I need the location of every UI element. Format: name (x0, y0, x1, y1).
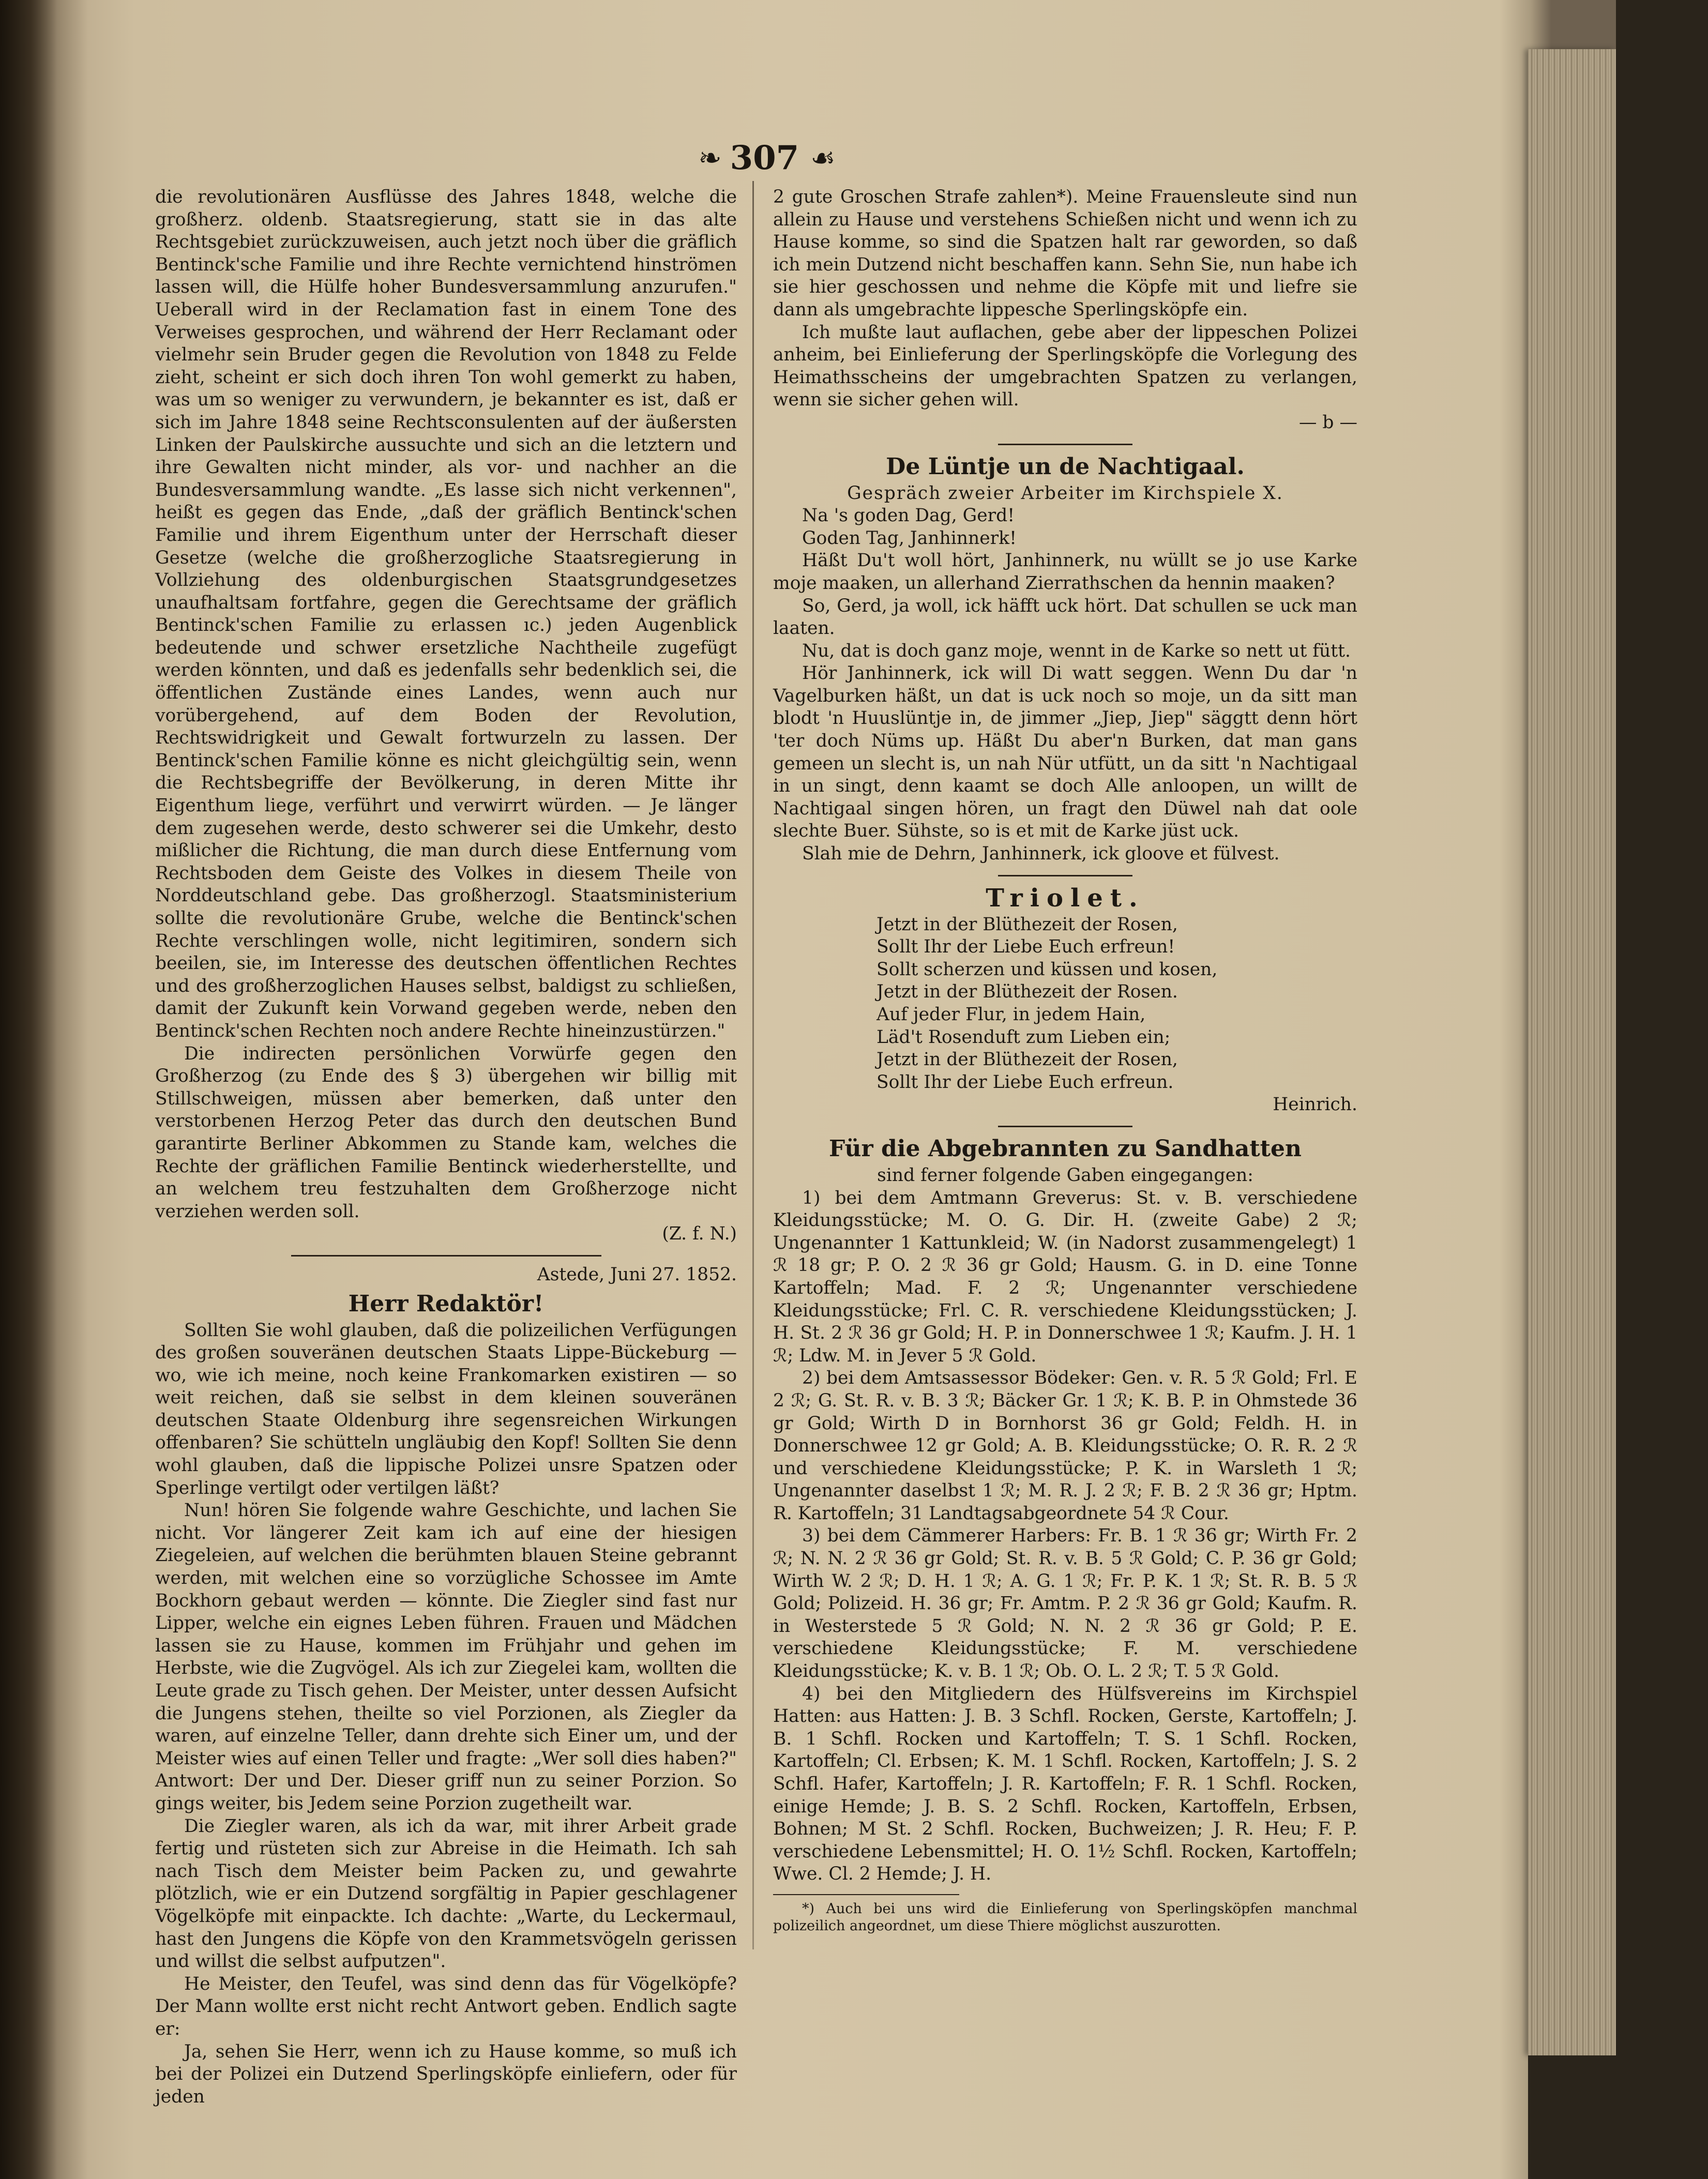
backdrop-bottom (1528, 2055, 1708, 2179)
binding-shadow (0, 0, 88, 2179)
donation-list: 4) bei den Mitgliedern des Hülfsvereins im Kirchspiel Hatten: aus Hatten: J. B. 3 Schfl. Rocken, Gerste, Kartoffeln; J. B. 1 Schfl. Rocken und Kartoffeln; T. S. 1 Schfl. Rocken, Kartoffeln; Cl. Erbsen; K. M. 1 Schfl. Rocken, Kartoffeln; J. S. 2 Schfl. Hafer, Kartoffeln; J. R. Kartoffeln; F. R. 1 Schfl. Rocken, einige Hemde; J. B. S. 2 Schfl. Rocken, Kartoffeln, Erbsen, Bohnen; M St. 2 Schfl. Rocken, Buchweizen; J. R. Heu; F. P. verschiedene Lebensmittel; H. O. 1½ Schfl. Rocken, Kartoffeln; Wwe. Cl. 2 Hemde; J. H. (773, 1683, 1357, 1885)
ornament-left-icon: ❧ (698, 141, 719, 174)
letter-title: Herr Redaktör! (348, 1290, 544, 1317)
column-divider (752, 181, 754, 1949)
backdrop-right (1616, 0, 1708, 2179)
letter-paragraph: 2 gute Groschen Strafe zahlen*). Meine Frauensleute sind nun allein zu Hause und verstehens Schießen nicht und wenn ich zu Hause komme, so sind die Spatzen halt rar geworden, so daß ich mein Dutzend nicht beschaffen kann. Sehn Sie, nun habe ich sie hier geschossen und nehme die Köpfe mit und liefre sie dann als umgebrachte lippesche Sperlingsköpfe ein. (773, 187, 1357, 320)
page-header (657, 137, 874, 178)
letter-paragraph: He Meister, den Teufel, was sind denn das für Vögelköpfe? Der Mann wollte erst nicht recht Antwort geben. Endlich sagte er: (155, 1973, 737, 2039)
page-number: 307 (730, 138, 799, 177)
poem-line: Auf jeder Flur, in jedem Hain, (876, 1004, 1146, 1025)
poem-line: Sollt Ihr der Liebe Euch erfreun. (876, 1071, 1174, 1093)
poem-body (773, 914, 1357, 1094)
source-signature: (Z. f. N.) (662, 1223, 737, 1245)
letter-paragraph: Nun! hören Sie folgende wahre Geschichte, und lachen Sie nicht. Vor längerer Zeit kam ich auf eine der hiesigen Ziegeleien, auf welchen die berühmten blauen Steine gebrannt werden, mit welchen eine so vorzügliche Schossee im Amte Bockhorn gebaut werden — könnte. Die Ziegler sind fast nur Lipper, welche ein eignes Leben führen. Frauen und Mädchen lassen sie zu Hause, kommen im Frühjahr und gehen im Herbste, wie die Zugvögel. Als ich zur Ziegelei kam, wollten die Leute grade zu Tisch gehen. Der Meister, unter dessen Aufsicht die Jungens stehen, theilte so viel Porzionen, als Ziegler da waren, auf einzelne Teller, dann drehte sich Einer um, und der Meister wies auf einen Teller und fragte: „Wer soll dies haben?" Antwort: Der und Der. Dieser griff nun zu seiner Porzion. So gings weiter, bis Jedem seine Porzion zugetheilt war. (155, 1500, 737, 1814)
dialogue-line: So, Gerd, ja woll, ick häfft uck hört. Dat schullen se uck man laaten. (773, 595, 1357, 639)
dialogue-title: De Lüntje un de Nachtigaal. (886, 453, 1245, 480)
ornament-right-icon: ☙ (810, 141, 833, 174)
section-rule (291, 1255, 601, 1257)
dialogue-line: Häßt Du't woll hört, Janhinnerk, nu wüllt se jo use Karke moje maaken, un allerhand Zierrathschen da hennin maaken? (773, 550, 1357, 594)
donations-subtitle: sind ferner folgende Gaben eingegangen: (877, 1164, 1253, 1186)
poem-line: Jetzt in der Blüthezeit der Rosen. (876, 981, 1178, 1003)
poem-author: Heinrich. (1273, 1094, 1357, 1115)
article-paragraph: Die indirecten persönlichen Vorwürfe gegen den Großherzog (zu Ende des § 3) übergehen wir billig mit Stillschweigen, müssen aber bemerken, daß unter den verstorbenen Herzog Peter das durch den deutschen Bund garantirte Berliner Abkommen zu Stande kam, welches die Rechte der gräflichen Familie Bentinck wiederherstellte, und an welchem treu festzuhalten dem Großherzoge nicht verziehen werden soll. (155, 1043, 737, 1222)
footnote: *) Auch bei uns wird die Einlieferung von Sperlingsköpfen manchmal polizeilich angeordnet, um diese Thiere möglichst auszurotten. (773, 1900, 1357, 1934)
poem-line: Jetzt in der Blüthezeit der Rosen, (876, 914, 1178, 935)
section-rule (998, 1126, 1132, 1127)
letter-paragraph: Sollten Sie wohl glauben, daß die polizeilichen Verfügungen des großen souveränen deutschen Staats Lippe-Bückeburg — wo, wie ich meine, noch keine Frankomarken existiren — so weit reichen, daß sie selbst in dem kleinen souveränen deutschen Staate Oldenburg ihre segensreichen Wirkungen offenbaren? Sie schütteln ungläubig den Kopf! Sollten Sie denn wohl glauben, daß die lippische Polizei unsre Spatzen oder Sperlinge vertilgt oder vertilgen läßt? (155, 1320, 737, 1499)
dialogue-line: Na 's goden Dag, Gerd! (802, 505, 1015, 526)
donation-list: 1) bei dem Amtmann Greverus: St. v. B. verschiedene Kleidungsstücke; M. O. G. Dir. H. (zweite Gabe) 2 ℛ; Ungenannter 1 Kattunkleid; W. (in Nadorst zusammengelegt) 1 ℛ 18 gr; P. O. 2 ℛ 36 gr Gold; Hausm. G. in D. eine Tonne Kartoffeln; Mad. F. 2 ℛ; Ungenannter verschiedene Kleidungsstücke; Frl. C. R. verschiedene Kleidungsstücken; J. H. St. 2 ℛ 36 gr Gold; H. P. in Donnerschwee 1 ℛ; Kaufm. J. H. 1 ℛ; Ldw. M. in Jever 5 ℛ Gold. (773, 1187, 1357, 1366)
poem-line: Jetzt in der Blüthezeit der Rosen, (876, 1049, 1178, 1070)
dialogue-line: Goden Tag, Janhinnerk! (802, 527, 1017, 549)
poem-line: Sollt Ihr der Liebe Euch erfreun! (876, 936, 1175, 958)
dialogue-line: Slah mie de Dehrn, Janhinnerk, ick gloove et fülvest. (802, 843, 1280, 865)
donations-title: Für die Abgebrannten zu Sandhatten (829, 1135, 1302, 1162)
dialogue-subtitle: Gespräch zweier Arbeiter im Kirchspiele X. (847, 482, 1283, 504)
section-rule (998, 875, 1132, 876)
footnote-rule (773, 1894, 959, 1895)
article-paragraph: die revolutionären Ausflüsse des Jahres 1848, welche die großherz. oldenb. Staatsregierung, statt sie in das alte Rechtsgebiet zurückzuweisen, auch jetzt noch über die gräflich Bentinck'sche Familie und ihre Rechte vernichtend hinströmen lassen will, die Hülfe hoher Bundesversammlung anzurufen." Ueberall wird in der Reclamation fast in einem Tone des Verweises gesprochen, und während der Herr Reclamant oder vielmehr sein Bruder gegen die Revolution von 1848 zu Felde zieht, scheint er sich doch ihren Ton wohl gemerkt zu haben, was um so weniger zu verwundern, je bekannter es ist, daß er sich im Jahre 1848 seine Rechtsconsulenten auf der äußersten Linken der Paulskirche aussuchte und sich an die letztern und ihre Gewalten nicht minder, als vor- und nachher an die Bundesversammlung wandte. „Es lasse sich nicht verkennen", heißt es gegen das Ende, „daß der gräflich Bentinck'schen Familie und ihrem Eigenthum unter der Herrschaft dieser Gesetze (welche die großherzogliche Staatsregierung in Vollziehung des oldenburgischen Staatsgrundgesetzes unaufhaltsam fortfahre, gegen die Gerechtsame der gräflich Bentinck'schen Familie zu erlassen ıc.) jeden Augenblick bedeutende und schwer ersetzliche Nachtheile zugefügt werden könnten, und daß es jedenfalls sehr bedenklich sei, die öffentlichen Zustände eines Landes, wenn auch nur vorübergehend, auf dem Boden der Revolution, Rechtswidrigkeit und Gewalt fortwurzeln zu lassen. Der Bentinck'schen Familie könne es nicht gleichgültig sein, wenn die Rechtsbegriffe der Bevölkerung, in deren Mitte ihr Eigenthum liege, verführt und verwirrt würden. — Je länger dem zugesehen werde, desto schwerer sei die Umkehr, desto mißlicher die Richtung, die man durch diese Entfernung vom Rechtsboden dem Geiste des Volkes in diesem Theile von Norddeutschland gebe. Das großherzogl. Staatsministerium sollte die revolutionäre Grube, welche die Bentinck'schen Rechte verschlingen wolle, nicht legitimiren, sondern sich beeilen, sie, im Interesse des deutschen öffentlichen Rechtes und des großherzoglichen Hauses selbst, baldigst zu schließen, damit der Zukunft kein Vorwand gegeben werde, neben den Bentinck'schen Rechten noch andere Rechte hineinzustürzen." (155, 187, 737, 1041)
section-rule (998, 444, 1132, 445)
letter-paragraph: Ich mußte laut auflachen, gebe aber der lippeschen Polizei anheim, bei Einlieferung der Sperlingsköpfe die Vorlegung des Heimathsscheins der umgebrachten Spatzen zu verlangen, wenn sie sicher gehen will. (773, 322, 1357, 411)
left-column (155, 186, 737, 2107)
right-column (773, 186, 1357, 1955)
letter-paragraph: Ja, sehen Sie Herr, wenn ich zu Hause komme, so muß ich bei der Polizei ein Dutzend Sperlingsköpfe einliefern, oder für jeden (155, 2041, 737, 2107)
dialogue-body (773, 505, 1357, 866)
poem-line: Sollt scherzen und küssen und kosen, (876, 959, 1218, 980)
letter-paragraph: Die Ziegler waren, als ich da war, mit ihrer Arbeit grade fertig und rüsteten sich zur Abreise in die Heimath. Ich sah nach Tisch dem Meister beim Packen zu, und gewahrte plötzlich, wie er ein Dutzend sorgfältig in Papier geschlagener Vögelköpfe mit einpackte. Ich dachte: „Warte, du Leckermaul, hast den Jungens die Köpfe von den Krammetsvögeln gerissen und willst die selbst aufputzen". (155, 1815, 737, 1972)
donation-list: 3) bei dem Cämmerer Harbers: Fr. B. 1 ℛ 36 gr; Wirth Fr. 2 ℛ; N. N. 2 ℛ 36 gr Gold; St. R. v. B. 5 ℛ Gold; C. P. 36 gr Gold; Wirth W. 2 ℛ; D. H. 1 ℛ; A. G. 1 ℛ; Fr. P. K. 1 ℛ; St. R. B. 5 ℛ Gold; Polizeid. H. 36 gr; Fr. Amtm. P. 2 ℛ 36 gr Gold; Kaufm. R. in Westerstede 5 ℛ Gold; N. N. 2 ℛ 36 gr Gold; P. E. verschiedene Kleidungsstücke; F. M. verschiedene Kleidungsstücke; K. v. B. 1 ℛ; Ob. O. L. 2 ℛ; T. 5 ℛ Gold. (773, 1525, 1357, 1682)
dialogue-line: Nu, dat is doch ganz moje, wennt in de Karke so nett ut fütt. (802, 640, 1351, 661)
letter-dateline: Astede, Juni 27. 1852. (537, 1264, 737, 1285)
poem-title: Triolet. (986, 883, 1145, 913)
poem-line: Läd't Rosenduft zum Lieben ein; (876, 1026, 1171, 1048)
letter-signature: — b — (1298, 412, 1357, 433)
dialogue-line: Hör Janhinnerk, ick will Di watt seggen. Wenn Du dar 'n Vagelburken häßt, un dat is uck noch so moje, un da sitt man blodt 'n Huuslüntje in, de jimmer „Jiep, Jiep" säggtt denn hört 'ter doch Nüms up. Häßt Du aber'n Burken, dat man gans gemeen un slecht is, un nah Nür utfütt, un da sitt 'n Nachtigaal in un singt, denn kaamt se doch Alle anloopen, un willt de Nachtigaal singen hören, un fragt den Düwel nah dat oole slechte Buer. Sühste, so is et mit de Karke jüst uck. (773, 663, 1357, 842)
page-edge-stack (1528, 49, 1616, 2055)
donation-list: 2) bei dem Amtsassessor Bödeker: Gen. v. R. 5 ℛ Gold; Frl. E 2 ℛ; G. St. R. v. B. 3 ℛ; Bäcker Gr. 1 ℛ; K. B. P. in Ohmstede 36 gr Gold; Wirth D in Bornhorst 36 gr Gold; Feldh. H. in Donnerschwee 12 gr Gold; A. B. Kleidungsstücke; O. R. R. 2 ℛ und verschiedene Kleidungsstücke; P. K. in Warsleth 1 ℛ; Ungenannter daselbst 1 ℛ; M. R. J. 2 ℛ; F. B. 2 ℛ 36 gr; Hptm. R. Kartoffeln; 31 Landtagsabgeordnete 54 ℛ Cour. (773, 1368, 1357, 1524)
